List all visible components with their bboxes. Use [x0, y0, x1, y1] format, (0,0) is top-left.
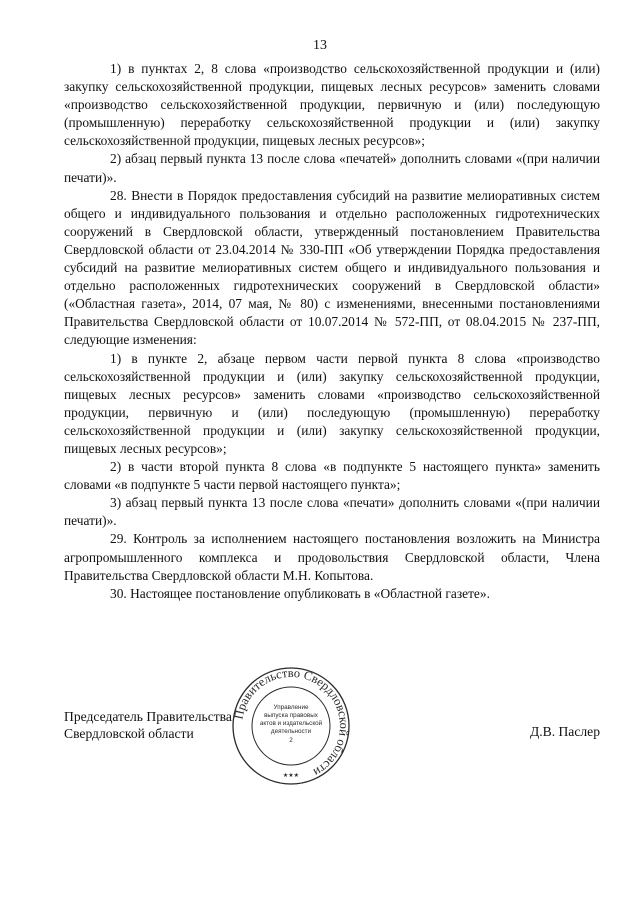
- stamp-stars: ★★★: [282, 772, 300, 779]
- paragraph-27-item-2: 2) абзац первый пункта 13 после слова «печатей» дополнить словами «(при наличии печати)».: [64, 151, 600, 185]
- stamp-ring-text: Правительство Свердловской области: [231, 665, 352, 780]
- stamp-center-line3: актов и издательской: [259, 720, 323, 727]
- paragraph-28: 28. Внести в Порядок предоставления субсидий на развитие мелиоративных систем общего и индивидуального пользования и отдельно расположенных гидротехнических сооружений в Свердловской области, утвержденный постановлением Правительства Свердловской области от 23.04.2014 № 330-ПП «Об утверждении Порядка предоставления субсидий на развитие мелиоративных систем общего и индивидуального пользования и отдельно расположенных гидротехнических сооружений в Свердловской области» («Областная газета», 2014, 07 мая, № 80) с изменениями, внесенными постановлениями Правительства Свердловской области от 10.07.2014 № 572-ПП, от 08.04.2015 № 237-ПП, следующие изменения:: [64, 187, 600, 348]
- signatory-name: Д.В. Паслер: [529, 724, 600, 739]
- paragraph-29: 29. Контроль за исполнением настоящего постановления возложить на Министра агропромышленного комплекса и продовольствия Свердловской области, Члена Правительства Свердловской области М.Н. Копытова.: [64, 531, 600, 583]
- paragraph-28-item-1: 1) в пункте 2, абзаце первом части первой пункта 8 слова «производство сельскохозяйственной продукции и (или) закупку сельскохозяйственной продукции, пищевых лесных ресурсов» заменить словами «производство сельскохозяйственной продукции, первичную и (или) последующую (промышленную) переработку сельскохозяйственной продукции и (или) закупку сельскохозяйственной продукции, пищевых лесных ресурсов»;: [64, 350, 600, 456]
- stamp-center-line4: деятельности: [270, 728, 312, 735]
- stamp-center-line1: Управление: [273, 704, 309, 711]
- paragraph-30: 30. Настоящее постановление опубликовать в «Областной газете».: [110, 585, 490, 601]
- stamp-center-line5: 2: [289, 737, 293, 744]
- document-body: [64, 60, 600, 603]
- page-number: 13: [313, 38, 327, 53]
- paragraph-28-item-3: 3) абзац первый пункта 13 после слова «печати» дополнить словами «(при наличии печати)».: [64, 495, 600, 529]
- signatory-title-line1: Председатель Правительства: [64, 709, 232, 724]
- paragraph-28-item-2: 2) в части второй пункта 8 слова «в подпункте 5 настоящего пункта» заменить словами «в подпункте 5 части первой настоящего пункта»;: [64, 459, 600, 493]
- signatory-title: [64, 708, 232, 742]
- official-stamp: [230, 665, 352, 787]
- signatory-title-line2: Свердловской области: [64, 726, 194, 741]
- stamp-center-line2: выпуска правовых: [264, 712, 318, 719]
- paragraph-27-item-1: 1) в пунктах 2, 8 слова «производство сельскохозяйственной продукции и (или) закупку сельскохозяйственной продукции, пищевых лесных ресурсов» заменить словами «производство сельскохозяйственной продукции, первичную и (или) последующую (промышленную) переработку сельскохозяйственной продукции и (или) закупку сельскохозяйственной продукции, пищевых лесных ресурсов»;: [64, 61, 600, 149]
